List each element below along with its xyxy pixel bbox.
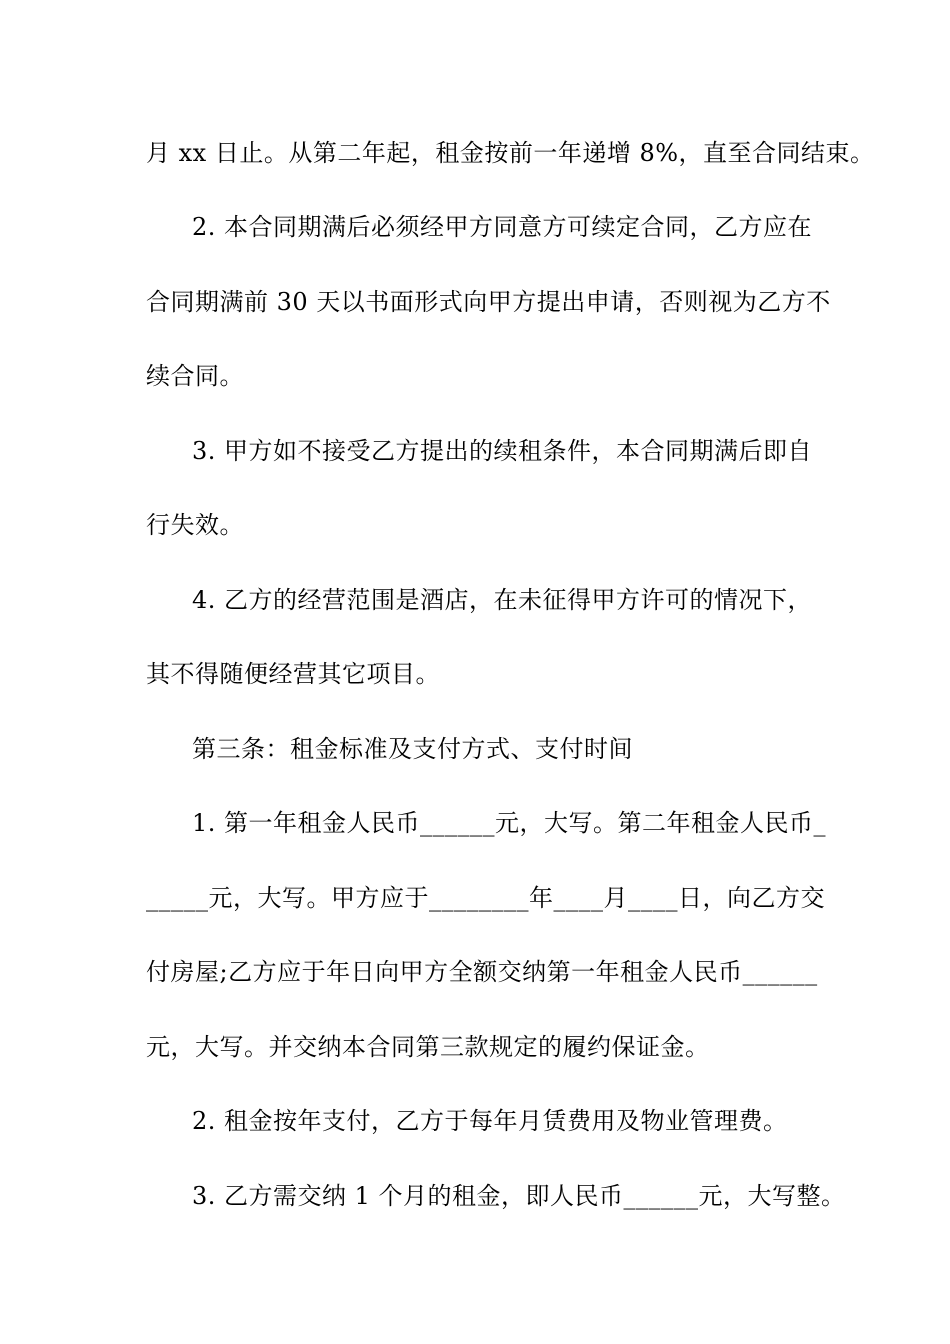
text-line: 行失效。	[146, 511, 244, 539]
text-line: _____元，大写。甲方应于________年____月____日，向乙方交	[146, 884, 825, 912]
rent-clause-1: 1. 第一年租金人民币______元，大写。第二年租金人民币_	[192, 809, 827, 837]
clause-3: 3. 甲方如不接受乙方提出的续租条件，本合同期满后即自	[192, 437, 813, 465]
text-line: 合同期满前 30 天以书面形式向甲方提出申请，否则视为乙方不	[146, 288, 831, 316]
text-line: 续合同。	[146, 362, 244, 390]
text-line: 月 xx 日止。从第二年起，租金按前一年递增 8%，直至合同结束。	[146, 139, 875, 167]
section-heading: 第三条：租金标准及支付方式、支付时间	[192, 735, 633, 763]
text-line: 其不得随便经营其它项目。	[146, 660, 440, 688]
text-line: 元，大写。并交纳本合同第三款规定的履约保证金。	[146, 1033, 710, 1061]
clause-4: 4. 乙方的经营范围是酒店，在未征得甲方许可的情况下，	[192, 586, 813, 614]
rent-clause-2: 2. 租金按年支付，乙方于每年月赁费用及物业管理费。	[192, 1107, 788, 1135]
text-line: 付房屋;乙方应于年日向甲方全额交纳第一年租金人民币______	[146, 958, 818, 986]
clause-2: 2. 本合同期满后必须经甲方同意方可续定合同，乙方应在	[192, 213, 813, 241]
rent-clause-3: 3. 乙方需交纳 1 个月的租金，即人民币______元，大写整。	[192, 1182, 846, 1210]
